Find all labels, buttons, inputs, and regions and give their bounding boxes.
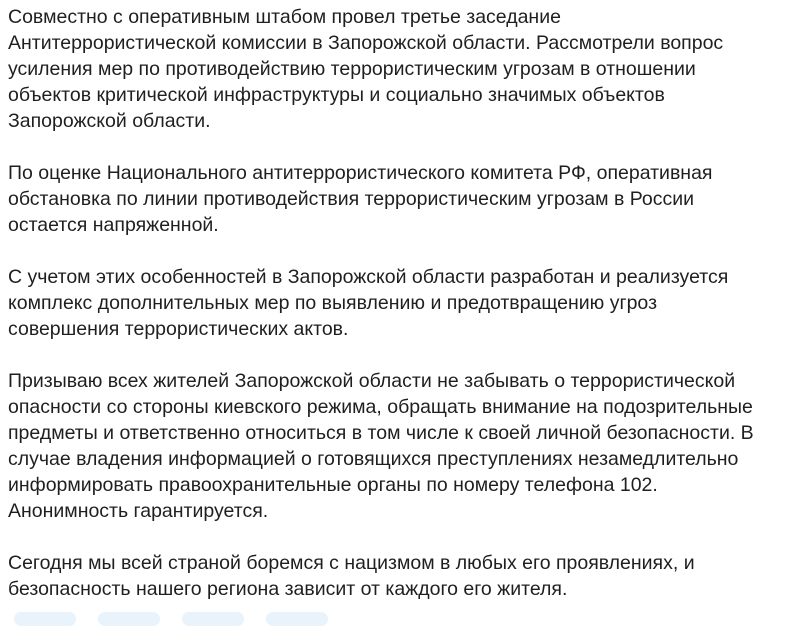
reaction-bar: [14, 612, 328, 626]
paragraph-5: [8, 550, 800, 602]
text-line: случае владения информацией о готовящихся преступлениях незамедлительно: [8, 448, 739, 470]
text-line: усиления мер по противодействию террористическим угрозам в отношении: [8, 58, 696, 80]
text-line: комплекс дополнительных мер по выявлению и предотвращению угроз: [8, 292, 658, 314]
paragraph-1: [8, 4, 800, 134]
text-line: Запорожской области.: [8, 110, 211, 132]
text-line: предметы и ответственно относиться в том числе к своей личной безопасности. В: [8, 422, 754, 444]
text-line: По оценке Национального антитеррористического комитета РФ, оперативная: [8, 162, 713, 184]
post-text: [8, 4, 800, 628]
text-line: информировать правоохранительные органы по номеру телефона 102.: [8, 474, 658, 496]
paragraph-3: [8, 264, 800, 342]
text-line: Совместно с оперативным штабом провел третье заседание: [8, 6, 561, 28]
text-line: Анонимность гарантируется.: [8, 500, 269, 522]
text-line: объектов критической инфраструктуры и социально значимых объектов: [8, 84, 665, 106]
text-line: Сегодня мы всей страной боремся с нацизмом в любых его проявлениях, и: [8, 552, 695, 574]
text-line: Призываю всех жителей Запорожской области не забывать о террористической: [8, 370, 736, 392]
text-line: обстановка по линии противодействия террористическим угрозам в России: [8, 188, 694, 210]
paragraph-2: [8, 160, 800, 238]
text-line: С учетом этих особенностей в Запорожской области разработан и реализуется: [8, 266, 729, 288]
reaction-button[interactable]: [266, 612, 328, 626]
reaction-button[interactable]: [98, 612, 160, 626]
text-line: остается напряженной.: [8, 214, 219, 236]
text-line: Антитеррористической комиссии в Запорожской области. Рассмотрели вопрос: [8, 32, 724, 54]
paragraph-4: [8, 368, 800, 524]
reaction-button[interactable]: [182, 612, 244, 626]
text-line: опасности со стороны киевского режима, обращать внимание на подозрительные: [8, 396, 753, 418]
text-line: безопасность нашего региона зависит от каждого его жителя.: [8, 578, 568, 600]
reaction-button[interactable]: [14, 612, 76, 626]
text-line: совершения террористических актов.: [8, 318, 349, 340]
